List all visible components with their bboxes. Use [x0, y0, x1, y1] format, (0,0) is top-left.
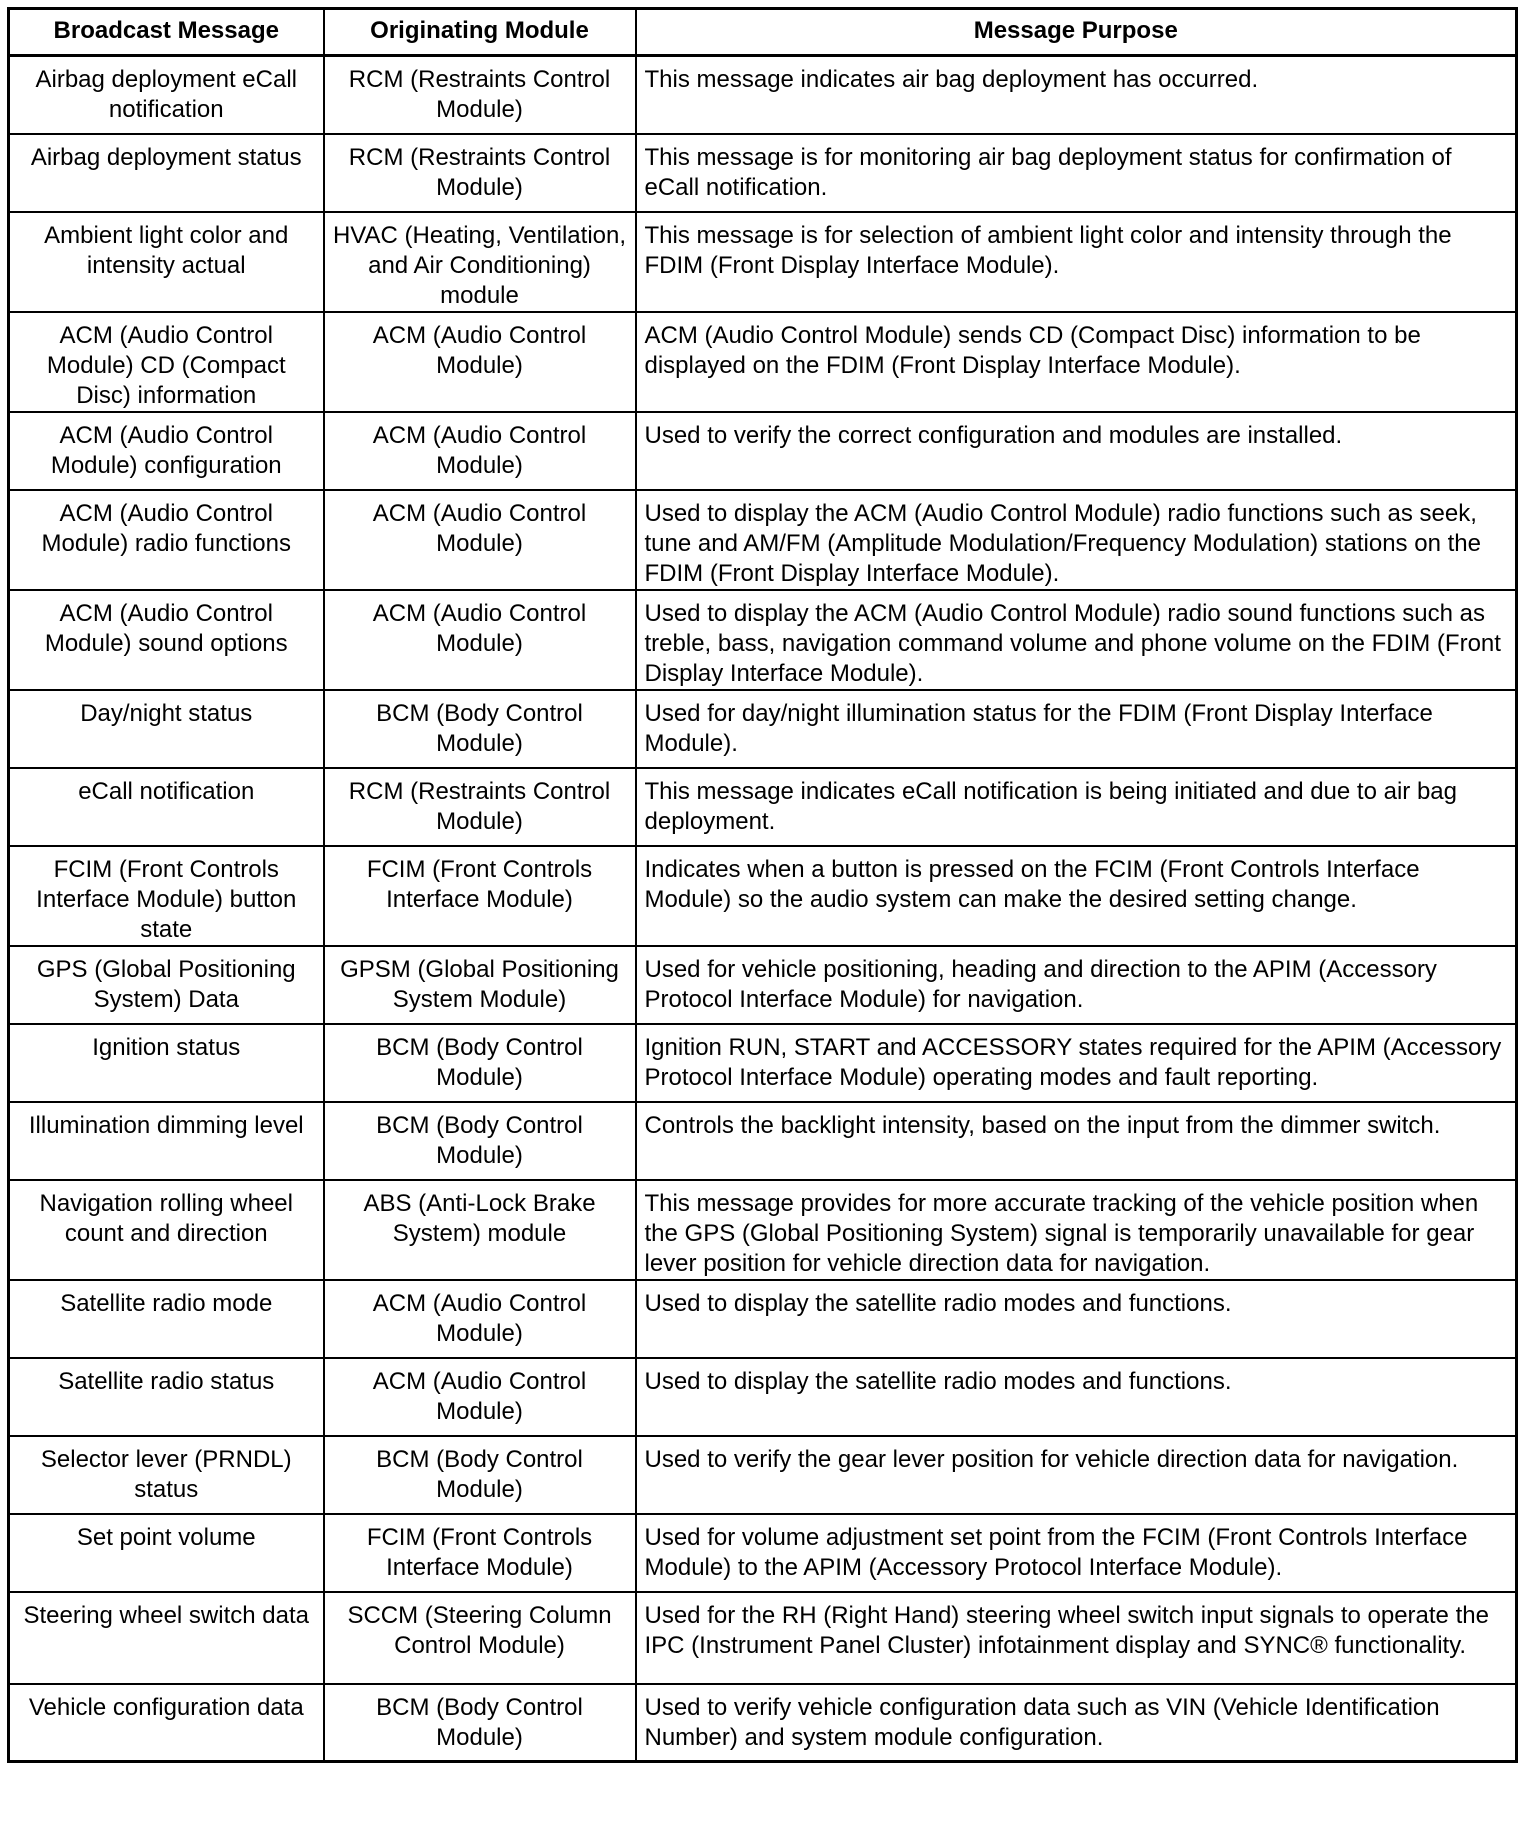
originating-module-cell: ACM (Audio Control Module): [324, 1280, 636, 1358]
table-body: [9, 56, 1517, 1762]
originating-module-cell: ACM (Audio Control Module): [324, 590, 636, 690]
message-purpose-cell: Used for day/night illumination status for the FDIM (Front Display Interface Module).: [636, 690, 1517, 768]
originating-module-cell: ACM (Audio Control Module): [324, 312, 636, 412]
originating-module-cell: FCIM (Front Controls Interface Module): [324, 846, 636, 946]
message-purpose-cell: Used for the RH (Right Hand) steering wheel switch input signals to operate the IPC (Instrument Panel Cluster) infotainment display and SYNC® functionality.: [636, 1592, 1517, 1684]
table-row: [9, 212, 1517, 312]
broadcast-message-cell: Satellite radio status: [9, 1358, 324, 1436]
message-purpose-cell: Used to display the satellite radio modes and functions.: [636, 1280, 1517, 1358]
message-purpose-cell: Indicates when a button is pressed on the FCIM (Front Controls Interface Module) so the audio system can make the desired setting change.: [636, 846, 1517, 946]
originating-module-cell: ACM (Audio Control Module): [324, 490, 636, 590]
broadcast-message-table: [7, 7, 1518, 1763]
originating-module-cell: SCCM (Steering Column Control Module): [324, 1592, 636, 1684]
originating-module-cell: RCM (Restraints Control Module): [324, 56, 636, 134]
message-purpose-cell: Controls the backlight intensity, based on the input from the dimmer switch.: [636, 1102, 1517, 1180]
broadcast-message-cell: ACM (Audio Control Module) configuration: [9, 412, 324, 490]
broadcast-message-cell: Airbag deployment eCall notification: [9, 56, 324, 134]
originating-module-cell: ACM (Audio Control Module): [324, 1358, 636, 1436]
table-row: [9, 690, 1517, 768]
originating-module-cell: GPSM (Global Positioning System Module): [324, 946, 636, 1024]
table-row: [9, 1280, 1517, 1358]
message-purpose-cell: ACM (Audio Control Module) sends CD (Compact Disc) information to be displayed on the FDIM (Front Display Interface Module).: [636, 312, 1517, 412]
table-row: [9, 1592, 1517, 1684]
broadcast-message-cell: eCall notification: [9, 768, 324, 846]
table-row: [9, 946, 1517, 1024]
broadcast-message-cell: GPS (Global Positioning System) Data: [9, 946, 324, 1024]
broadcast-message-cell: Airbag deployment status: [9, 134, 324, 212]
message-purpose-cell: Ignition RUN, START and ACCESSORY states required for the APIM (Accessory Protocol Interface Module) operating modes and fault reporting.: [636, 1024, 1517, 1102]
broadcast-message-cell: Ambient light color and intensity actual: [9, 212, 324, 312]
originating-module-cell: HVAC (Heating, Ventilation, and Air Conditioning) module: [324, 212, 636, 312]
message-purpose-cell: This message indicates air bag deployment has occurred.: [636, 56, 1517, 134]
message-purpose-cell: Used for volume adjustment set point from the FCIM (Front Controls Interface Module) to the APIM (Accessory Protocol Interface Module).: [636, 1514, 1517, 1592]
table-row: [9, 1436, 1517, 1514]
table-row: [9, 1684, 1517, 1762]
message-purpose-cell: Used to display the ACM (Audio Control Module) radio sound functions such as treble, bass, navigation command volume and phone volume on the FDIM (Front Display Interface Module).: [636, 590, 1517, 690]
message-purpose-cell: This message is for selection of ambient light color and intensity through the FDIM (Front Display Interface Module).: [636, 212, 1517, 312]
table-row: [9, 490, 1517, 590]
table-row: [9, 134, 1517, 212]
table-row: [9, 768, 1517, 846]
table-row: [9, 1358, 1517, 1436]
table-row: [9, 1024, 1517, 1102]
broadcast-message-cell: ACM (Audio Control Module) radio functions: [9, 490, 324, 590]
table-row: [9, 56, 1517, 134]
message-purpose-cell: Used to verify the gear lever position for vehicle direction data for navigation.: [636, 1436, 1517, 1514]
originating-module-cell: BCM (Body Control Module): [324, 1436, 636, 1514]
broadcast-message-cell: Day/night status: [9, 690, 324, 768]
broadcast-message-cell: Navigation rolling wheel count and direction: [9, 1180, 324, 1280]
broadcast-message-cell: Satellite radio mode: [9, 1280, 324, 1358]
message-purpose-cell: Used to display the ACM (Audio Control Module) radio functions such as seek, tune and AM/FM (Amplitude Modulation/Frequency Modulation) stations on the FDIM (Front Display Interface Module).: [636, 490, 1517, 590]
broadcast-message-cell: Selector lever (PRNDL) status: [9, 1436, 324, 1514]
message-purpose-cell: Used to display the satellite radio modes and functions.: [636, 1358, 1517, 1436]
header-message-purpose: Message Purpose: [636, 9, 1517, 56]
table-row: [9, 590, 1517, 690]
header-broadcast-message: Broadcast Message: [9, 9, 324, 56]
originating-module-cell: FCIM (Front Controls Interface Module): [324, 1514, 636, 1592]
message-purpose-cell: Used to verify the correct configuration and modules are installed.: [636, 412, 1517, 490]
table-row: [9, 1102, 1517, 1180]
message-purpose-cell: This message is for monitoring air bag deployment status for confirmation of eCall notification.: [636, 134, 1517, 212]
originating-module-cell: BCM (Body Control Module): [324, 1024, 636, 1102]
broadcast-message-cell: Vehicle configuration data: [9, 1684, 324, 1762]
originating-module-cell: ABS (Anti-Lock Brake System) module: [324, 1180, 636, 1280]
table-row: [9, 1514, 1517, 1592]
message-purpose-cell: This message indicates eCall notification is being initiated and due to air bag deployment.: [636, 768, 1517, 846]
table-row: [9, 312, 1517, 412]
message-purpose-cell: This message provides for more accurate tracking of the vehicle position when the GPS (Global Positioning System) signal is temporarily unavailable for gear lever position for vehicle direction data for navigation.: [636, 1180, 1517, 1280]
header-originating-module: Originating Module: [324, 9, 636, 56]
table-header-row: [9, 9, 1517, 56]
originating-module-cell: ACM (Audio Control Module): [324, 412, 636, 490]
originating-module-cell: BCM (Body Control Module): [324, 1102, 636, 1180]
broadcast-message-cell: Illumination dimming level: [9, 1102, 324, 1180]
message-purpose-cell: Used to verify vehicle configuration data such as VIN (Vehicle Identification Number) and system module configuration.: [636, 1684, 1517, 1762]
table-row: [9, 412, 1517, 490]
broadcast-message-cell: FCIM (Front Controls Interface Module) button state: [9, 846, 324, 946]
originating-module-cell: BCM (Body Control Module): [324, 1684, 636, 1762]
broadcast-message-cell: Set point volume: [9, 1514, 324, 1592]
broadcast-message-cell: Ignition status: [9, 1024, 324, 1102]
originating-module-cell: BCM (Body Control Module): [324, 690, 636, 768]
table-row: [9, 846, 1517, 946]
broadcast-message-cell: ACM (Audio Control Module) CD (Compact Disc) information: [9, 312, 324, 412]
originating-module-cell: RCM (Restraints Control Module): [324, 134, 636, 212]
originating-module-cell: RCM (Restraints Control Module): [324, 768, 636, 846]
broadcast-message-cell: ACM (Audio Control Module) sound options: [9, 590, 324, 690]
broadcast-message-cell: Steering wheel switch data: [9, 1592, 324, 1684]
message-purpose-cell: Used for vehicle positioning, heading and direction to the APIM (Accessory Protocol Interface Module) for navigation.: [636, 946, 1517, 1024]
table-row: [9, 1180, 1517, 1280]
